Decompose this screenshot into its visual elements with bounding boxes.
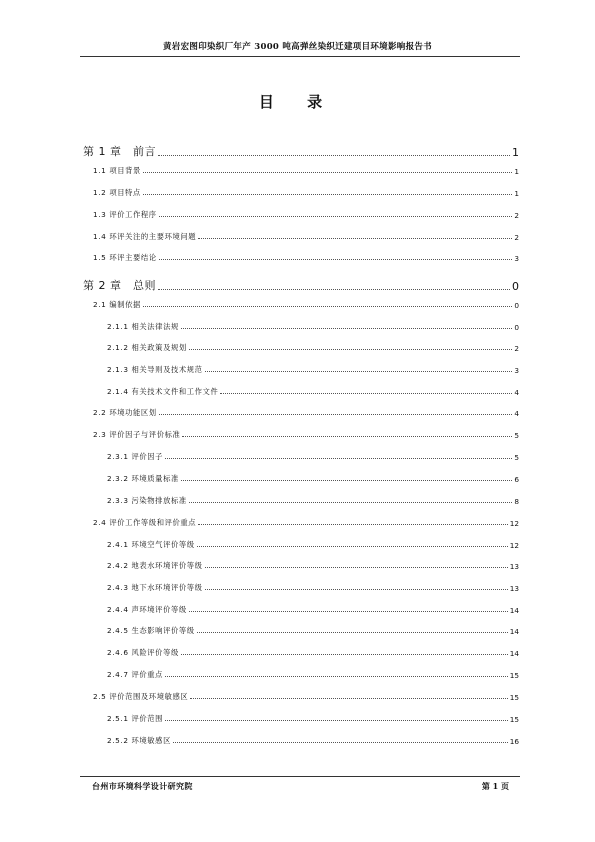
toc-entry-page: 0: [514, 323, 519, 332]
toc-entry-label: 2.5 评价范围及环境敏感区: [93, 692, 189, 701]
toc-entry-page: 12: [509, 541, 519, 550]
toc-entry-label: 2.4.3 地下水环境评价等级: [107, 583, 203, 592]
toc-entry[interactable]: [107, 583, 519, 593]
toc-entry-label: 2.4.7 评价重点: [107, 670, 164, 679]
toc-entry-page: 1: [514, 167, 519, 176]
toc-entry[interactable]: [107, 648, 519, 658]
toc-entry[interactable]: [107, 670, 519, 680]
footer-organization: 台州市环境科学设计研究院: [92, 781, 193, 791]
toc-entry[interactable]: [107, 626, 519, 636]
toc-entry-label: 2.5.2 环境敏感区: [107, 736, 171, 745]
toc-entry-page: 6: [514, 475, 519, 484]
toc-entry-label: 2.3.3 污染物排放标准: [107, 496, 187, 505]
toc-entry[interactable]: [107, 365, 519, 375]
toc-entry-label: 2.4.4 声环境评价等级: [107, 605, 187, 614]
toc-entry-page: 14: [509, 627, 519, 636]
dot-leader: [189, 349, 513, 350]
dot-leader: [181, 328, 512, 329]
dot-leader: [197, 546, 508, 547]
toc-entry-page: 1: [512, 146, 519, 159]
toc-entry-label: 2.1 编制依据: [93, 300, 141, 309]
toc-entry-page: 2: [514, 233, 519, 242]
page-title: 目 录: [258, 93, 337, 111]
toc-entry[interactable]: [93, 300, 519, 310]
toc-entry[interactable]: [93, 408, 519, 418]
toc-entry[interactable]: [107, 322, 519, 332]
toc-entry-label: 2.4.2 地表水环境评价等级: [107, 561, 203, 570]
toc-entry[interactable]: [107, 714, 519, 724]
toc-entry[interactable]: [107, 561, 519, 571]
toc-entry-page: 16: [509, 737, 519, 746]
dot-leader: [158, 155, 510, 156]
toc-entry[interactable]: [93, 210, 519, 220]
toc-entry-page: 13: [509, 562, 519, 571]
toc-entry-page: 4: [514, 409, 519, 418]
toc-entry-label: 2.4.1 环境空气评价等级: [107, 540, 195, 549]
toc-entry[interactable]: [93, 166, 519, 176]
toc-entry-label: 2.2 环境功能区划: [93, 408, 157, 417]
toc-entry[interactable]: [93, 430, 519, 440]
toc-entry-page: 13: [509, 584, 519, 593]
toc-entry-page: 3: [514, 366, 519, 375]
toc-entry-page: 5: [514, 431, 519, 440]
toc-entry-label: 2.5.1 评价范围: [107, 714, 164, 723]
toc-entry-page: 2: [514, 211, 519, 220]
toc-entry-page: 14: [509, 606, 519, 615]
dot-leader: [182, 436, 512, 437]
toc-entry[interactable]: [83, 277, 519, 293]
toc-entry-label: 第 1 章 前言: [83, 145, 156, 158]
toc-entry-page: 4: [514, 388, 519, 397]
footer-rule: [80, 776, 520, 777]
dot-leader: [190, 698, 507, 699]
toc-entry-label: 1.5 环评主要结论: [93, 253, 157, 262]
toc-entry-page: 0: [514, 301, 519, 310]
dot-leader: [189, 502, 513, 503]
dot-leader: [198, 238, 512, 239]
toc-entry-label: 2.3 评价因子与评价标准: [93, 430, 181, 439]
toc-entry[interactable]: [107, 452, 519, 462]
toc-entry-page: 5: [514, 453, 519, 462]
toc-entry[interactable]: [107, 387, 519, 397]
toc-entry-label: 1.1 项目背景: [93, 166, 141, 175]
dot-leader: [165, 720, 508, 721]
toc-entry-page: 12: [509, 519, 519, 528]
dot-leader: [181, 654, 508, 655]
toc-entry[interactable]: [93, 253, 519, 263]
dot-leader: [205, 371, 513, 372]
dot-leader: [159, 259, 513, 260]
toc-entry-label: 2.1.3 相关导则及技术规范: [107, 365, 203, 374]
dot-leader: [173, 742, 508, 743]
toc-entry-page: 15: [509, 715, 519, 724]
dot-leader: [181, 480, 512, 481]
dot-leader: [189, 611, 508, 612]
toc-entry-label: 2.1.1 相关法律法规: [107, 322, 179, 331]
dot-leader: [165, 676, 508, 677]
toc-entry[interactable]: [107, 736, 519, 746]
toc-entry[interactable]: [107, 605, 519, 615]
toc-entry[interactable]: [93, 232, 519, 242]
toc-entry-page: 15: [509, 693, 519, 702]
toc-entry-page: 0: [512, 280, 519, 293]
toc-entry-label: 2.1.2 相关政策及规划: [107, 343, 187, 352]
toc-entry-label: 2.4 评价工作等级和评价重点: [93, 518, 197, 527]
dot-leader: [159, 216, 513, 217]
dot-leader: [205, 589, 508, 590]
dot-leader: [158, 289, 510, 290]
toc-entry[interactable]: [107, 540, 519, 550]
dot-leader: [165, 458, 512, 459]
toc-entry-page: 15: [509, 671, 519, 680]
toc-entry-page: 14: [509, 649, 519, 658]
toc-entry[interactable]: [83, 143, 519, 159]
dot-leader: [205, 567, 508, 568]
toc-entry-label: 1.2 项目特点: [93, 188, 141, 197]
toc-entry[interactable]: [107, 474, 519, 484]
dot-leader: [198, 524, 508, 525]
toc-entry-page: 3: [514, 254, 519, 263]
toc-entry-label: 1.3 评价工作程序: [93, 210, 157, 219]
toc-entry[interactable]: [93, 692, 519, 702]
dot-leader: [197, 632, 508, 633]
header-rule: [80, 56, 520, 57]
toc-entry[interactable]: [93, 188, 519, 198]
toc-entry[interactable]: [107, 496, 519, 506]
toc-entry-label: 2.4.6 风险评价等级: [107, 648, 179, 657]
running-header: 黄岩宏图印染织厂年产 3000 吨高弹丝染织迁建项目环境影响报告书: [163, 42, 432, 52]
toc-entry-label: 2.3.2 环境质量标准: [107, 474, 179, 483]
toc-entry[interactable]: [93, 518, 519, 528]
dot-leader: [159, 414, 513, 415]
dot-leader: [143, 306, 512, 307]
toc-entry-label: 2.3.1 评价因子: [107, 452, 164, 461]
toc-entry-label: 1.4 环评关注的主要环境问题: [93, 232, 197, 241]
toc-entry-label: 2.4.5 生态影响评价等级: [107, 626, 195, 635]
dot-leader: [143, 172, 512, 173]
dot-leader: [143, 194, 512, 195]
dot-leader: [220, 393, 512, 394]
toc-entry-page: 2: [514, 344, 519, 353]
toc-entry-label: 2.1.4 有关技术文件和工作文件: [107, 387, 219, 396]
toc-entry-page: 8: [514, 497, 519, 506]
toc-entry-page: 1: [514, 189, 519, 198]
footer-page-number: 第 1 页: [481, 781, 509, 791]
toc-entry-label: 第 2 章 总则: [83, 279, 156, 292]
toc-entry[interactable]: [107, 343, 519, 353]
